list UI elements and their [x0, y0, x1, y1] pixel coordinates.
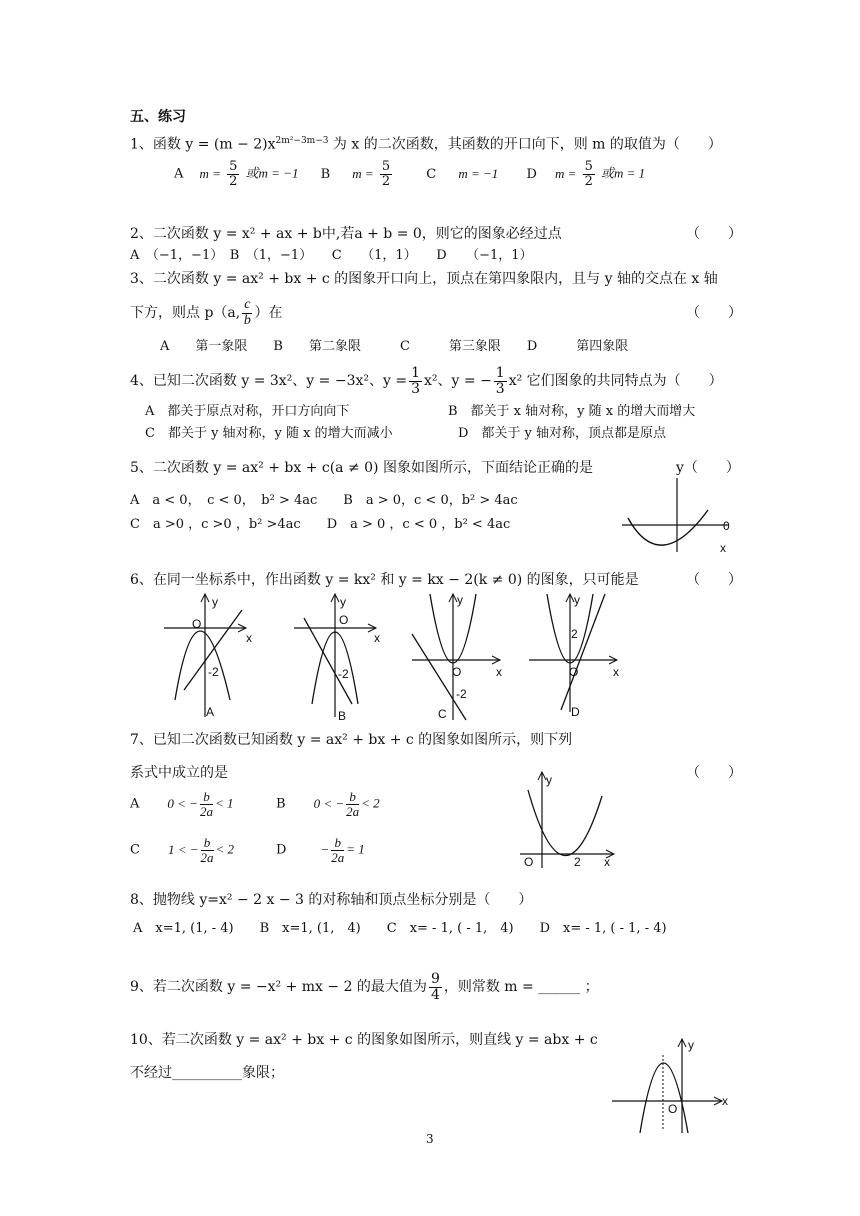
question-8: 8、抛物线 y=x² − 2 x − 3 的对称轴和顶点坐标分别是（ ） — [130, 892, 533, 908]
q7-option-d: D − $\frac{b}{2a}$ = 1 — [276, 835, 365, 865]
fraction: $\frac{1}{3}$ — [411, 365, 421, 397]
svg-text:2: 2 — [571, 627, 578, 641]
svg-text:O: O — [452, 665, 462, 679]
svg-text:x: x — [496, 665, 502, 679]
fraction: $\frac{5}{2}$ — [584, 159, 593, 189]
svg-text:y: y — [457, 593, 463, 607]
fraction: $\frac{1}{3}$ — [495, 365, 505, 397]
page-number: 3 — [426, 1132, 434, 1146]
q10-graph — [610, 1035, 740, 1135]
section-title: 五、练习 — [130, 109, 186, 125]
question-number: 1、 — [130, 136, 153, 153]
option-b: B 都关于 x 轴对称，y 随 x 的增大而增大 — [448, 404, 696, 419]
option-b-label: B — [320, 166, 331, 182]
question-5-line2: C a >0 ，c >0 ，b² >4ac D a > 0 ，c < 0 ，b² < 4ac — [130, 517, 511, 532]
svg-text:C: C — [438, 707, 447, 721]
q6-graph-c — [408, 592, 518, 722]
q6-graph-d — [525, 592, 635, 722]
q5-graph — [620, 468, 740, 558]
question-10: 10、若二次函数 y = ax² + bx + c 的图象如图所示，则直线 y = abx + c — [130, 1032, 598, 1048]
svg-text:O: O — [192, 617, 202, 631]
svg-text:B: B — [338, 709, 347, 723]
svg-text:O: O — [668, 1102, 678, 1116]
question-10-line2: 不经过__________象限； — [130, 1065, 284, 1081]
svg-text:O: O — [339, 613, 349, 627]
option-c-text: m = −1 — [458, 165, 499, 181]
question-5-line1: A a < 0， c < 0， b² > 4ac B a > 0，c < 0，b² > 4ac — [130, 493, 518, 508]
parabola — [628, 510, 708, 545]
q7-option-b: B 0 < − $\frac{b}{2a}$ < 2 — [276, 789, 380, 819]
question-7: 7、已知二次函数已知函数 y = ax² + bx + c 的图象如图所示，则下列 — [130, 732, 573, 748]
svg-text:2: 2 — [574, 855, 581, 869]
question-3-line2: 下方，则点 p（a, $\frac{c}{b}$ ）在 — [130, 297, 283, 328]
question-7-line2: 系式中成立的是 — [130, 765, 228, 781]
svg-text:x: x — [246, 631, 252, 645]
svg-text:y: y — [688, 1038, 694, 1052]
svg-text:x: x — [722, 1094, 728, 1108]
question-3: 3、二次函数 y = ax² + bx + c 的图象开口向上，顶点在第四象限内，且与 y 轴的交点在 x 轴 — [130, 271, 718, 287]
parabola — [640, 1063, 688, 1133]
fraction: $\frac{9}{4}$ — [430, 971, 440, 1003]
option-a-text-cont: 或m = −1 — [245, 165, 299, 181]
option-d: D 都关于 y 轴对称，顶点都是原点 — [458, 426, 667, 441]
answer-paren: （ ） — [686, 765, 742, 781]
fraction: $\frac{5}{2}$ — [381, 159, 391, 189]
answer-paren: y（ ） — [676, 460, 740, 476]
svg-text:O: O — [569, 665, 579, 679]
svg-text:y: y — [212, 595, 218, 609]
option-c: C 都关于 y 轴对称，y 随 x 的增大而减小 — [145, 426, 393, 441]
question-3-options: A 第一象限 B 第二象限 C 第三象限 D 第四象限 — [160, 339, 629, 354]
question-6: 6、在同一坐标系中，作出函数 y = kx² 和 y = kx − 2(k ≠ 0) 的图象，只可能是 — [130, 572, 639, 588]
origin-label: 0 — [723, 519, 730, 533]
svg-text:A: A — [206, 705, 215, 719]
svg-text:D: D — [571, 705, 580, 719]
svg-text:-2: -2 — [456, 687, 467, 701]
answer-paren: （ ） — [686, 226, 742, 242]
svg-text:y: y — [340, 595, 346, 609]
q6-graph-b — [290, 592, 400, 722]
svg-text:x: x — [374, 631, 380, 645]
exponent: 2m²−3m−3 — [275, 136, 329, 146]
question-2-options: A （−1，−1） B （1，−1） C （1，1） D （−1，1） — [130, 248, 533, 263]
question-5: 5、二次函数 y = ax² + bx + c(a ≠ 0) 图象如图所示，下面结论正确的是 — [130, 460, 593, 476]
q7-option-c: C 1 < − $\frac{b}{2a}$ < 2 — [130, 835, 235, 865]
question-1 — [130, 137, 722, 152]
question-4: 4、已知二次函数 y = 3x²、y = −3x²、y = $\frac{1}{3}$ x²、y = − $\frac{1}{3}$ x² 它们图象的共同特点为（ ） — [130, 365, 723, 397]
option-a-text: m = — [199, 165, 221, 181]
question-2: 2、二次函数 y = x² + ax + b中,若a + b = 0，则它的图象必经过点 — [130, 226, 562, 242]
option-d-text-cont: 或m = 1 — [601, 165, 646, 181]
option-d-label: D — [526, 166, 537, 182]
fraction: $\frac{5}{2}$ — [229, 159, 238, 189]
svg-text:O: O — [524, 855, 534, 869]
svg-text:x: x — [604, 855, 610, 869]
question-text: 函数 y = (m − 2)x — [152, 136, 276, 153]
svg-text:y: y — [574, 593, 580, 607]
option-a-label: A — [174, 166, 184, 182]
line — [304, 618, 352, 704]
svg-text:-2: -2 — [338, 667, 349, 681]
parabola — [528, 790, 602, 856]
answer-paren: （ ） — [686, 572, 742, 588]
option-b-text: m = — [352, 165, 374, 181]
fraction: $\frac{c}{b}$ — [243, 297, 251, 328]
question-8-options: A x=1, (1, - 4) B x=1, (1, 4) C x= - 1, ( - 1, 4) D x= - 1, ( - 1, - 4) — [133, 921, 667, 936]
question-text-cont: 为 x 的二次函数，其函数的开口向下，则 m 的取值为（ ） — [328, 136, 722, 153]
q7-graph — [518, 770, 628, 870]
option-d-text: m = — [555, 165, 577, 181]
line — [561, 594, 605, 710]
x-label: x — [720, 541, 726, 555]
option-a: A 都关于原点对称，开口方向向下 — [145, 404, 350, 419]
svg-text:y: y — [546, 773, 552, 787]
q6-graph-a — [160, 592, 270, 722]
answer-paren: （ ） — [686, 305, 742, 321]
svg-text:-2: -2 — [208, 665, 219, 679]
question-9: 9、若二次函数 y = −x² + mx − 2 的最大值为 $\frac{9}{4}$ ，则常数 m = ______ ； — [130, 971, 599, 1003]
q7-option-a: A 0 < − $\frac{b}{2a}$ < 1 — [130, 789, 234, 819]
option-c-label: C — [426, 166, 437, 182]
question-1-options — [174, 160, 645, 188]
svg-text:x: x — [613, 665, 619, 679]
